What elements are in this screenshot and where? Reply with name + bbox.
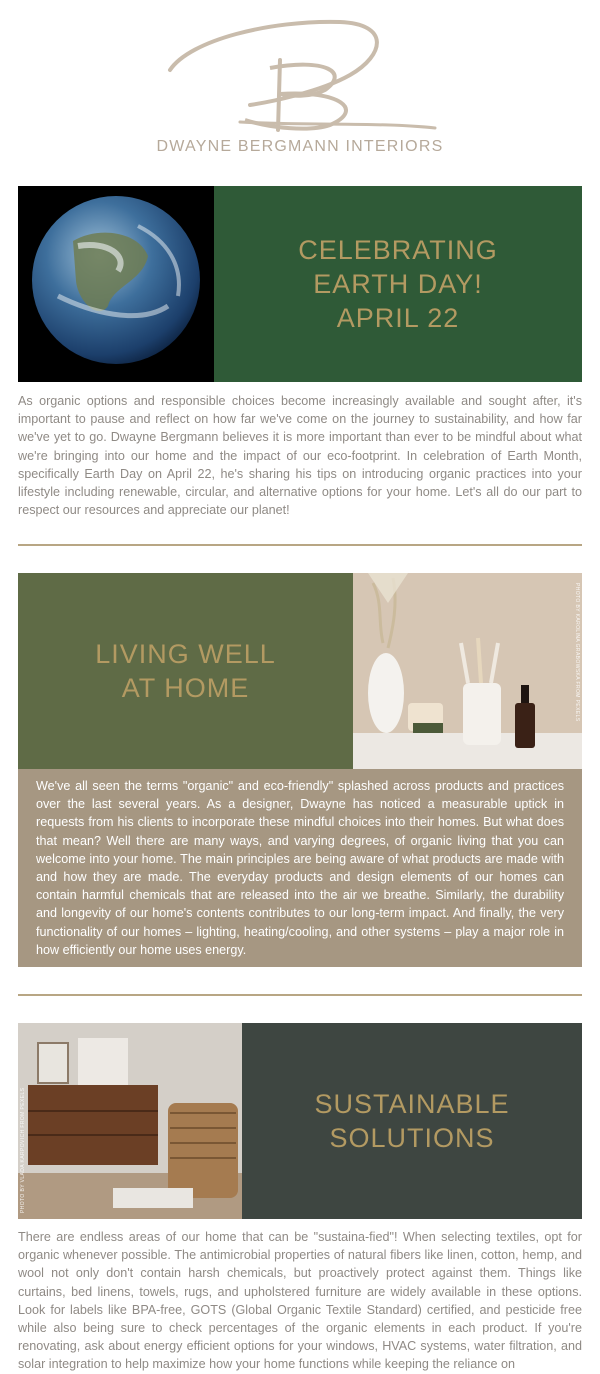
title-line: CELEBRATING: [298, 235, 498, 265]
brand-name: DWAYNE BERGMANN INTERIORS: [156, 138, 444, 155]
photo-credit: PHOTO BY VLADA KARPOVICH FROM PEXELS: [20, 1087, 26, 1213]
rattan-chair-interior-image: [18, 1023, 242, 1219]
logo-header: [0, 0, 600, 170]
bathroom-toothbrush-image: [353, 573, 582, 769]
sustainable-solutions-banner: [18, 1023, 582, 1219]
living-well-paragraph: We've all seen the terms "organic" and eco-friendly" splashed across products and practices over the last several years. As a designer, Dwayne has noticed a measurable uptick in requests from his clients to incorporate these mindful choices into their homes. But what does that mean? Well there are many ways, and varying degrees, of organic living that you can welcome into your home. The main principles are being aware of what products are made with and how they are made. The everyday products and design elements of our homes can contain harmful chemicals that are released into the air we breathe. Similarly, the durability and longevity of our home's contents contributes to our long-term impact. And finally, the very functionality of our homes – lighting, heating/cooling, and other systems – play a major role in how efficiently our home uses energy.: [36, 779, 564, 957]
sustainable-solutions-title: [242, 1023, 582, 1219]
sustainable-solutions-paragraph: There are endless areas of our home that can be "sustaina-fied"! When selecting textiles, opt for organic whenever possible. The antimicrobial properties of natural fibers like linen, cotton, hemp, and wool not only don't contain harsh chemicals, but proactively protect against them. Things like curtains, bed linens, towels, rugs, and upholstered furniture are widely available in these options. Look for labels like BPA-free, GOTS (Global Organic Textile Standard) certified, and pesticide free while also being sure to check percentages of the organic elements in each product. If you're renovating, ask about energy efficient options for your windows, HVAC systems, water filtration, and solar integration to help maximize how your home functions while keeping the reliance on: [18, 1230, 582, 1372]
earth-globe-image: [18, 186, 214, 382]
divider: [18, 994, 582, 996]
title-line: AT HOME: [121, 673, 250, 703]
earth-day-title: [214, 186, 582, 382]
title-line: LIVING WELL: [95, 639, 276, 669]
title-line: APRIL 22: [336, 303, 460, 333]
earth-day-banner: [18, 186, 582, 382]
living-well-text-panel: [18, 769, 582, 967]
db-monogram-logo: [150, 10, 450, 140]
earth-day-paragraph: As organic options and responsible choices become increasingly available and sought after, it's important to pause and reflect on how far we've come on the journey to sustainability, and how far we've yet to go. Dwayne Bergmann believes it is more important than ever to be mindful about what we're bringing into our home and the impact of our eco-footprint. In celebration of Earth Month, specifically Earth Day on April 22, he's sharing his tips on introducing organic practices into your lifestyle including renewable, circular, and alternative options for your home. Let's all do our part to respect our resources and appreciate our planet!: [18, 394, 582, 518]
title-line: SOLUTIONS: [329, 1123, 495, 1153]
photo-credit: PHOTO BY KAROLINA GRABOWSKA FROM PEXELS: [574, 583, 580, 722]
divider: [18, 544, 582, 546]
living-well-title: [18, 573, 353, 769]
title-line: SUSTAINABLE: [314, 1089, 510, 1119]
living-well-banner: [18, 573, 582, 769]
title-line: EARTH DAY!: [313, 269, 483, 299]
